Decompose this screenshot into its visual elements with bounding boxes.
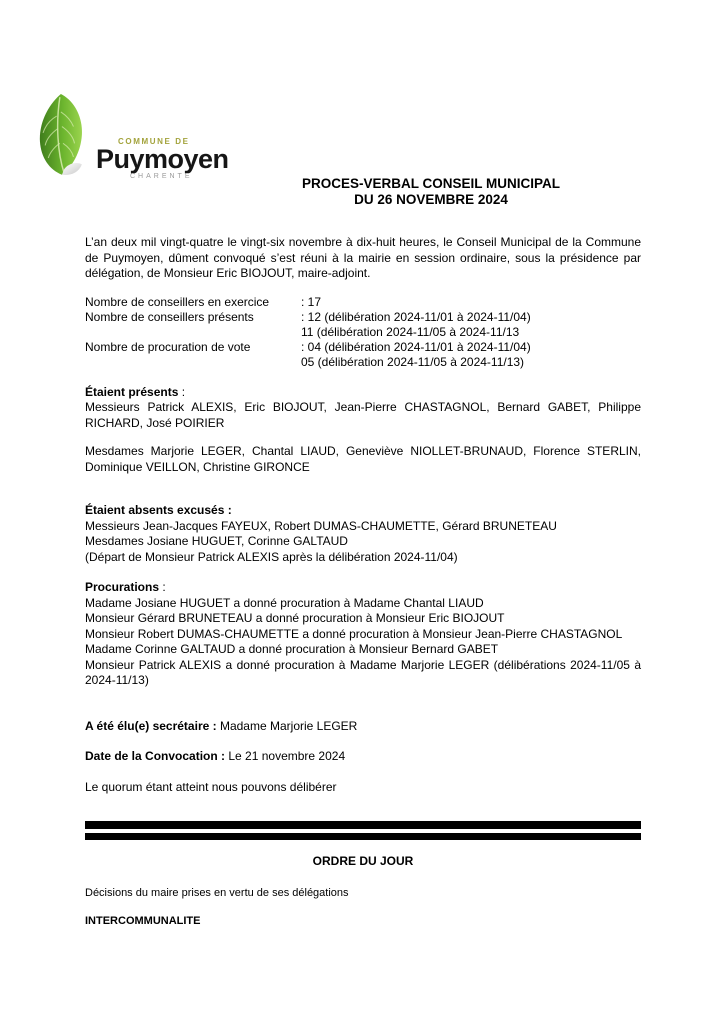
procuration-line: Monsieur Patrick ALEXIS a donné procuration à Madame Marjorie LEGER (délibérations 2024-11/05 à 2024-11/13)	[85, 657, 641, 687]
absent-women: Mesdames Josiane HUGUET, Corinne GALTAUD	[85, 534, 348, 548]
logo-name: Puymoyen	[96, 144, 229, 174]
leaf-icon	[38, 93, 88, 179]
secretary-value: Madame Marjorie LEGER	[216, 718, 358, 733]
intro-paragraph: L’an deux mil vingt-quatre le vingt-six novembre à dix-huit heures, le Conseil Municipal de la Commune de Puymoyen, dûment convoqué s’est réuni à la mairie en session ordinaire, sous la présidence par délégation, de Monsieur Eric BIOJOUT, maire-adjoint.	[85, 235, 641, 280]
count-value: 05 (délibération 2024-11/05 à 2024-11/13)	[301, 354, 525, 369]
procuration-line: Monsieur Robert DUMAS-CHAUMETTE a donné procuration à Monsieur Jean-Pierre CHASTAGNOL	[85, 626, 623, 641]
commune-logo	[38, 93, 238, 185]
agenda-section-intercommunalite: INTERCOMMUNALITE	[85, 915, 201, 927]
logo-department: CHARENTE	[130, 173, 193, 180]
count-label: Nombre de conseillers présents	[85, 309, 254, 324]
title-line-2: DU 26 NOVEMBRE 2024	[354, 192, 508, 207]
present-women: Mesdames Marjorie LEGER, Chantal LIAUD, Geneviève NIOLLET-BRUNAUD, Florence STERLIN, Dominique VEILLON, Christine GIRONCE	[85, 444, 641, 474]
present-men: Messieurs Patrick ALEXIS, Eric BIOJOUT, Jean-Pierre CHASTAGNOL, Bernard GABET, Philippe RICHARD, José POIRIER	[85, 400, 641, 430]
convocation-value: Le 21 novembre 2024	[225, 749, 346, 763]
title-line-1: PROCES-VERBAL CONSEIL MUNICIPAL	[301, 176, 561, 191]
quorum-line: Le quorum étant atteint nous pouvons délibérer	[85, 779, 337, 794]
count-row	[85, 325, 641, 340]
procuration-line: Madame Corinne GALTAUD a donné procuration à Monsieur Bernard GABET	[85, 642, 499, 656]
convocation-line	[85, 749, 641, 765]
document-body	[85, 235, 641, 930]
councillors-counts	[85, 295, 641, 370]
absent-section	[85, 503, 641, 565]
count-row	[85, 340, 641, 355]
absent-men: Messieurs Jean-Jacques FAYEUX, Robert DUMAS-CHAUMETTE, Gérard BRUNETEAU	[85, 518, 557, 533]
procurations-heading: Procurations :	[85, 580, 166, 594]
section-divider	[85, 821, 641, 840]
count-value: : 12 (délibération 2024-11/01 à 2024-11/04)	[301, 309, 531, 324]
count-value: 11 (délibération 2024-11/05 à 2024-11/13	[301, 324, 520, 339]
absent-heading: Étaient absents excusés :	[85, 503, 232, 517]
count-row	[85, 355, 641, 370]
present-section	[85, 385, 641, 476]
secretary-line	[85, 719, 641, 735]
count-value: : 17	[301, 294, 322, 309]
count-value: : 04 (délibération 2024-11/01 à 2024-11/04)	[301, 339, 531, 354]
present-heading: Étaient présents :	[85, 384, 186, 399]
document-title	[283, 176, 579, 208]
count-row	[85, 310, 641, 325]
agenda-item-decisions: Décisions du maire prises en vertu de ses délégations	[85, 886, 349, 899]
count-label: Nombre de conseillers en exercice	[85, 294, 270, 309]
logo-text	[96, 137, 236, 180]
absent-note: (Départ de Monsieur Patrick ALEXIS après la délibération 2024-11/04)	[85, 549, 458, 564]
divider-bar-bottom	[85, 833, 641, 840]
secretary-label: A été élu(e) secrétaire :	[85, 718, 217, 733]
procuration-line: Monsieur Gérard BRUNETEAU a donné procuration à Monsieur Eric BIOJOUT	[85, 611, 505, 625]
divider-bar-top	[85, 821, 641, 829]
count-label: Nombre de procuration de vote	[85, 339, 251, 354]
procuration-line: Madame Josiane HUGUET a donné procuration à Madame Chantal LIAUD	[85, 595, 484, 610]
logo-commune-de: COMMUNE DE	[118, 137, 190, 146]
procurations-section	[85, 580, 641, 689]
agenda-title: ORDRE DU JOUR	[312, 854, 414, 868]
convocation-label: Date de la Convocation :	[85, 749, 226, 763]
count-row	[85, 295, 641, 310]
